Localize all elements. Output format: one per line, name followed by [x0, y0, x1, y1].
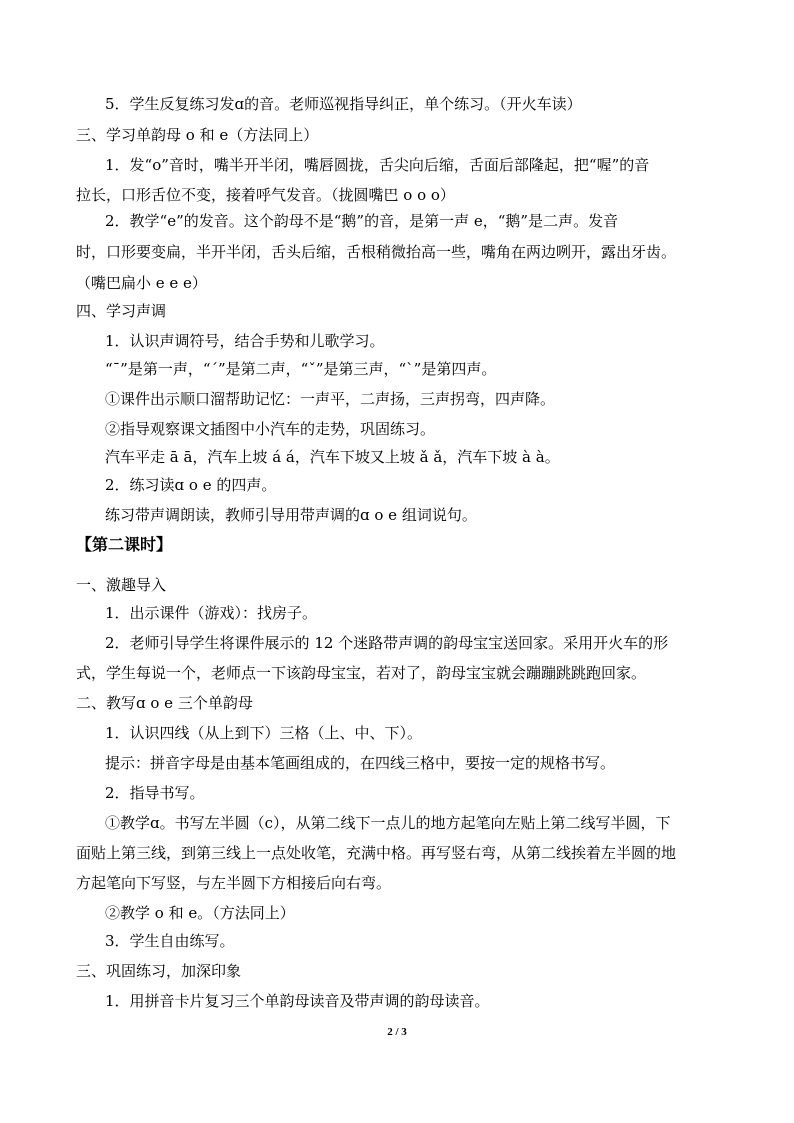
text-line: 1．用拼音卡片复习三个单韵母读音及带声调的韵母读音。 — [105, 992, 490, 1010]
text-line: 1．认识声调符号，结合手势和儿歌学习。 — [105, 332, 385, 350]
text-line: 一、激趣导入 — [76, 576, 167, 594]
text-line: 方起笔向下写竖，与左半圆下方相接后向右弯。 — [76, 874, 392, 892]
text-line: ①教学ɑ。书写左半圆（c），从第二线下一点儿的地方起笔向左贴上第二线写半圆，下 — [105, 814, 671, 832]
text-line: 2．练习读ɑ o e 的四声。 — [105, 476, 277, 494]
text-line: 拉长，口形舌位不变，接着呼气发音。（拢圆嘴巴 o o o） — [76, 186, 455, 204]
text-line: ①课件出示顺口溜帮助记忆：一声平，二声扬，三声拐弯，四声降。 — [105, 390, 556, 408]
text-line: 二、教写ɑ o e 三个单韵母 — [76, 694, 253, 712]
text-line: 练习带声调朗读，教师引导用带声调的ɑ o e 组词说句。 — [105, 506, 477, 524]
text-line: 汽车平走 ā ā，汽车上坡 á á，汽车下坡又上坡 ǎ ǎ，汽车下坡 à à。 — [105, 448, 560, 466]
text-line: 面贴上第三线，到第三线上一点处收笔，充满中格。再写竖右弯，从第二线挨着左半圆的地 — [76, 844, 677, 862]
text-line: ②教学 o 和 e。（方法同上） — [105, 904, 295, 922]
text-line: 三、学习单韵母 o 和 e（方法同上） — [76, 126, 319, 144]
text-line: 2．老师引导学生将课件展示的 12 个迷路带声调的韵母宝宝送回家。采用开火车的形 — [105, 634, 669, 652]
text-line: （嘴巴扁小 e e e） — [76, 274, 207, 292]
text-line: 1．出示课件（游戏）：找房子。 — [105, 604, 318, 622]
text-line: “ˉ”是第一声，“ˊ”是第二声，“ˇ”是第三声，“ˋ”是第四声。 — [105, 360, 497, 378]
text-line: 3．学生自由练写。 — [105, 932, 235, 950]
text-line: 四、学习声调 — [76, 302, 167, 320]
text-line: 5．学生反复练习发ɑ的音。老师巡视指导纠正，单个练习。（开火车读） — [105, 95, 582, 113]
text-line: 式，学生每说一个，老师点一下该韵母宝宝，若对了，韵母宝宝就会蹦蹦跳跳跑回家。 — [76, 664, 647, 682]
text-line: 时，口形要变扁，半开半闭，舌头后缩，舌根稍微抬高一些，嘴角在两边咧开，露出牙齿。 — [76, 243, 677, 261]
text-line: 1．认识四线（从上到下）三格（上、中、下）。 — [105, 724, 423, 742]
text-line: 三、巩固练习，加深印象 — [76, 962, 242, 980]
text-line: 2．教学“e”的发音。这个韵母不是“鹅”的音，是第一声 e，“鹅”是二声。发音 — [105, 212, 619, 230]
section-heading: 【第二课时】 — [76, 535, 173, 554]
page-number: 2 / 3 — [387, 1026, 407, 1038]
text-line: 提示：拼音字母是由基本笔画组成的，在四线三格中，要按一定的规格书写。 — [105, 754, 616, 772]
text-line: 2．指导书写。 — [105, 784, 205, 802]
text-line: ②指导观察课文插图中小汽车的走势，巩固练习。 — [105, 420, 436, 438]
text-line: 1．发“o”音时，嘴半开半闭，嘴唇圆拢，舌尖向后缩，舌面后部隆起，把“喔”的音 — [105, 156, 650, 174]
